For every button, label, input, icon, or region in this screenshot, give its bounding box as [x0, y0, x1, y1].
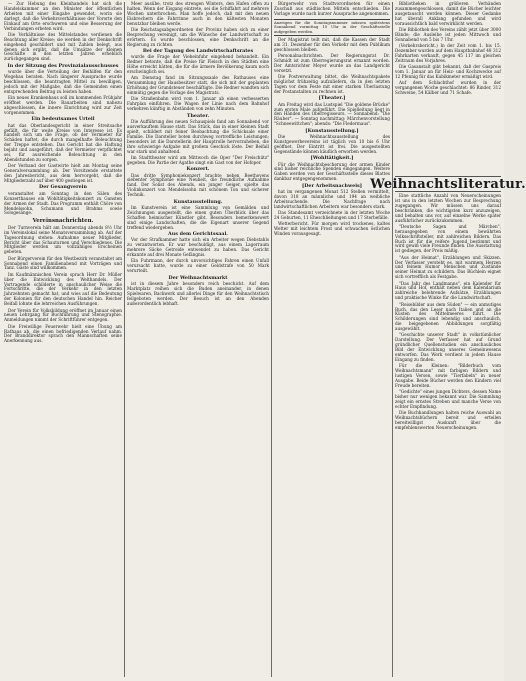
article-paragraph: Die Verhältnisse des Mittelstandes verdienen die Beachtung aller Kreise; sie werden in der Denkschrift eingehend geschildert und mit Zahlen belegt, aus denen sich ergibt, daß die Umsätze der kleinen Geschäfte in den letzten Jahren erheblich zurückgegangen sind. [4, 31, 122, 62]
article-paragraph: Im Kaufmännischen Verein sprach Herr Dr. Müller über die Entwicklung des Welthandels. Der Vortragende schilderte in anschaulicher Weise die Fortschritte, die der Verkehr in den letzten Jahrzehnten gemacht hat, und wies auf die Bedeutung der Kolonien für den deutschen Handel hin. Reicher Beifall lohnte die lehrreichen Ausführungen. [4, 271, 122, 307]
article-paragraph: Für die Kleinen: "Bilderbuch vom Weihnachtsmann" mit farbigen Bildern und lustigen Versen, sowie "Tierfabeln" in neuer Ausgabe. Beide Bücher werden den Kindern viel Freude bereiten. [395, 363, 501, 388]
article-paragraph: Die Freiwillige Feuerwehr hielt eine Übung am Rathaus ab, die einen befriedigenden Verlauf nahm. Der Branddirektor sprach den Mannschaften seine Anerkennung aus. [4, 323, 122, 344]
article-paragraph: "Gedichte" eines jungen Dichters, dessen Name bisher nur wenigen bekannt war. Die Sammlung zeigt ein ernstes Streben und manche Verse von echter Empfindung. [395, 389, 501, 409]
article-paragraph: Die Bibliothek des Vereins zählt jetzt über 3000 Bände; die Ausleihe ist jeden Mittwoch und Sonnabend von 5 bis 7 Uhr. [395, 26, 501, 42]
notice-box: Anzeigen für die Sonntagsnummer müssen spätestens Sonnabend vormittag 10 Uhr in der Geschäftsstelle aufgegeben werden. [274, 19, 390, 36]
section-heading [370, 176, 526, 192]
article-paragraph: Ein neues Krankenhaus soll im kommenden Frühjahr eröffnet werden. Die Bauarbeiten sind nahezu abgeschlossen, die innere Einrichtung wird zur Zeit vorgenommen. [4, 95, 122, 115]
column-rule [124, 2, 125, 677]
column-right-top [395, 2, 501, 174]
article-paragraph: Das dritte Symphoniekonzert brachte neben Beethovens siebenter Symphonie eine Neuheit, die freundliche Aufnahme fand. Der Solist des Abends, ein junger Geiger, spielte das Violinkonzert von Mendelssohn mit schönem Ton und sicherer Technik. [127, 172, 269, 198]
column-middle-right [274, 2, 390, 677]
article-paragraph: Der Turnverein hält am Donnerstag abends 8½ Uhr im Vereinslokal seine Monatsversammlung ab. Auf der Tagesordnung stehen: Aufnahme neuer Mitglieder, Bericht über das Schauturnen und Verschiedenes. Die Mitglieder werden um vollzähliges Erscheinen gebeten. [4, 224, 122, 255]
article-paragraph: Auf dem Schlachthof wurden in der vergangenen Woche geschlachtet: 86 Rinder, 312 Schweine, 54 Kälber und 71 Schafe. [395, 80, 501, 95]
article-paragraph: Die Gasanstalt gibt bekannt, daß der Gaspreis vom 1. Januar an für Heiz- und Kochzwecke auf 12 Pfennig für das Kubikmeter ermäßigt wird. [395, 64, 501, 79]
article-paragraph: Im Kunstverein ist eine Sammlung von Gemälden und Zeichnungen ausgestellt, die einen guten Überblick über das Schaffen heimischer Künstler gibt. Besonders bemerkenswert sind einige Landschaften, die die Eigenart unserer Gegend treffend wiedergeben. [127, 205, 269, 230]
article-heading: Theater. [186, 112, 210, 119]
article-heading: Der Gesangverein [39, 184, 87, 191]
article-paragraph: Vor der Strafkammer hatte sich ein Arbeiter wegen Diebstahls zu verantworten. Er war beschuldigt, aus einem Lagerraum mehrere Säcke Getreide entwendet zu haben. Das Gericht erkannte auf drei Monate Gefängnis. [127, 237, 269, 258]
article-paragraph: Bürgerwehr von Stadtvorordneten für einen Zuschuß aus städtischen Mitteln entschieden. Die Vorlage wurde nach kurzer Aussprache angenommen. [274, 1, 390, 16]
article-paragraph: Meer ausübe, trotz des strengen Winters, den Hafen offen zu halten. Wenn der Eisgang eintrete, sei die Schiffahrt auf mehrere Wochen unterbrochen. Man hoffe jedoch, daß mit den neuen Eisbrechern die Fahrrinne auch in den kältesten Monaten benutzbar bleiben werde. [127, 1, 269, 26]
article-heading: Konzert. [186, 166, 210, 173]
article-heading: In der Sitzung des Provinzialausschusses [7, 62, 119, 69]
article-paragraph: wurde über die Verteilung der Beihilfen für den Wegebau beraten. Nach längerer Aussprache wurde beschlossen, die beantragten Mittel zu bewilligen, jedoch mit der Maßgabe, daß die Gemeinden einen entsprechenden Beitrag zu leisten haben. [4, 69, 122, 94]
article-paragraph: — Zur Hebung des Kleinhandels hat sich die Handelskammer an den Minister der öffentlichen Arbeiten mit einer Eingabe gewendet, worin sie darlegt, daß die Verkehrsverhältnisse der Vororte den Einkauf am Orte erschweren und eine Besserung der Verbindungen erbeten wird. [4, 1, 122, 31]
column-right-bottom [395, 194, 501, 677]
article-paragraph: Personalnachrichten. Der Regierungsrat Dr. Schmidt ist zum Oberregierungsrat ernannt worden. Der Amtsrichter Meyer wurde an das Landgericht versetzt. [274, 53, 390, 73]
article-paragraph: (Verkehrsbericht.) In der Zeit vom 1. bis 15. Dezember wurden auf dem Hauptbahnhof 48 312 Fahrkarten verkauft, gegen 45 117 im gleichen Zeitraum des Vorjahres. [395, 43, 501, 63]
article-paragraph: "Geschichte unserer Stadt" in volkstümlicher Darstellung. Der Verfasser hat auf Grund gründlicher Quellenstudien ein anschauliches Bild der Entwicklung unseres Gemeinwesens entworfen. Das Werk verdient in jedem Hause Eingang zu finden. [395, 332, 501, 362]
article-paragraph: Die Weihnachtsausstellung des Kunstgewerbevereins ist täglich von 10 bis 6 Uhr geöffnet. Der Eintritt ist frei. Die ausgestellten Gegenstände können käuflich erworben werden. [274, 134, 390, 154]
article-paragraph: Im Stadttheater wird am Mittwoch die Oper "Der Freischütz" gegeben. Die Partie der Agathe singt ein Gast von der Hofoper. [127, 154, 269, 165]
article-paragraph: ist in diesem Jahre besonders reich beschickt. Auf dem Marktplatz reihen sich die Buden aneinander, in denen Spielwaren, Backwerk und allerlei Dinge für den Weihnachtstisch feilgeboten werden. Der Besuch ist an den Abenden außerordentlich lebhaft. [127, 281, 269, 306]
article-paragraph: wurde die Frage der Vieheinfuhr eingehend behandelt. Ein Redner betonte, daß die Preise für Fleisch in den Städten eine Höhe erreicht hätten, die für die ärmere Bevölkerung kaum noch erschwinglich sei. [127, 54, 269, 75]
article-paragraph: Die Postverwaltung bittet, die Weihnachtspakete möglichst frühzeitig aufzuliefern, da in den letzten Tagen vor dem Feste mit einer starken Überlastung der Postanstalten zu rechnen ist. [274, 74, 390, 94]
section-heading: Vereinsnachrichten. [32, 218, 94, 225]
section-title: Weihnachtsliteratur. [370, 176, 526, 192]
article-paragraph: veranstaltet am Sonntag in den Sälen des Konzerthauses ein Wohltätigkeitskonzert zu Gunsten der Armen der Stadt. Das Programm enthält Chöre von Mendelssohn, Schumann und Brahms sowie Sologesänge. [4, 190, 122, 216]
column-rule [271, 2, 272, 677]
article-paragraph: Am Freitag wird das Lustspiel "Die goldene Brücke" zum ersten Male aufgeführt. Die Spielleitung liegt in den Händen des Oberregisseurs. — Sonnabend: "Die Räuber". — Sonntag nachmittag: Märchenvorstellung "Schneewittchen"; abends: "Die Fledermaus". [274, 101, 390, 127]
article-heading: Aus dem Gerichtssaal. [168, 231, 228, 238]
article-paragraph: "Deutsche Sagen und Märchen", herausgegeben von einem bewährten Volksschriftsteller, mit zahlreichen Bildern. Das Buch ist für die reifere Jugend bestimmt und wird gewiß viele Freunde finden. Die Ausstattung ist gediegen, der Preis mäßig. [395, 223, 501, 254]
article-paragraph: Der Bürgerverein für den Westbezirk veranstaltet am Sonnabend einen Familienabend mit Vorträgen und Tanz. Gäste sind willkommen. [4, 255, 122, 271]
article-paragraph: Die Buchhandlungen halten reiche Auswahl an Weihnachtsbüchern bereit und erteilen bereitwilligst Auskunft über die empfehlenswerten Neuerscheinungen. [395, 410, 501, 430]
article-heading: Der Weihnachtsmarkt [168, 274, 228, 281]
column-rule [392, 2, 393, 677]
article-paragraph: Für die Weihnachtsbescherung der armen Kinder sind bisher reichliche Spenden eingegangen. Weitere Gaben werden von der Geschäftsstelle dieses Blattes dankbar entgegengenommen. [274, 161, 390, 182]
article-paragraph: Bibliotheken in größeren Verbänden zusammengeschlossen, damit die Bücher leichter ausgetauscht werden können. Dieser Gedanke hat überall Anklang gefunden und wird voraussichtlich bald verwirklicht werden. [395, 1, 501, 26]
article-paragraph: "Reisebilder aus dem Süden" — ein anmutiges Buch, das den Leser nach Italien und an die Küsten des Mittelmeeres führt. Die Schilderungen sind lebendig und anschaulich, die beigegebenen Abbildungen sorgfältig ausgewählt. [395, 301, 501, 332]
article-paragraph: hat das Oberlandesgericht in einer Streitsache gefällt, die für weite Kreise von Interesse ist. Es handelt sich um die Frage, ob der Vermieter für Schäden haftet, die durch mangelhafte Beleuchtung der Treppe entstehen. Das Gericht hat die Haftung bejaht und ausgeführt, daß der Vermieter verpflichtet sei, für ausreichende Beleuchtung in den Abendstunden zu sorgen. [4, 122, 122, 162]
article-heading: Ein bedeutsames Urteil [31, 116, 95, 123]
article-heading: Bei der Tagung des Landwirtschaftsrates [142, 48, 254, 55]
article-paragraph: "Das Jahr des Landmanns", ein Kalender für Haus und Hof, enthält neben dem Kalendarium zahlreiche belehrende Aufsätze, Erzählungen und praktische Winke für die Landwirtschaft. [395, 280, 501, 301]
article-heading: [Kunstausstellung.] [305, 127, 359, 134]
article-paragraph: Der Verband der Gastwirte hielt am Montag seine Generalversammlung ab. Der Vorsitzende erstattete den Jahresbericht, aus dem hervorgeht, daß die Mitgliederzahl auf über 400 gestiegen ist. [4, 163, 122, 183]
article-paragraph: Ein Fuhrmann, der durch unvorsichtiges Fahren einen Unfall verursacht hatte, wurde zu einer Geldstrafe von 50 Mark verurteilt. [127, 258, 269, 274]
article-paragraph: Wetterbericht. Für morgen wird trockenes, kaltes Wetter mit leichtem Frost und schwachen östlichen Winden vorausgesagt. [274, 221, 390, 237]
article-paragraph: "Aus der Heimat", Erzählungen und Skizzen. Der Verfasser versteht es, mit warmem Herzen und feinem Humor Menschen und Zustände seiner Heimat zu schildern. Das Büchlein eignet sich vortrefflich als Festgabe. [395, 254, 501, 280]
article-paragraph: Die Reichstagsabgeordneten der Provinz haben sich zu einer Besprechung vereinigt, um die Wünsche der Landwirtschaft zu erörtern. Es wurde beschlossen, eine Denkschrift an die Regierung zu richten. [127, 26, 269, 47]
article-paragraph: Die Aufführung des neuen Schauspiels fand am Sonnabend vor ausverkauftem Hause statt. Das Stück, das in einer kleinen Stadt spielt, schildert mit feiner Beobachtung die Schicksale einer Familie. Die Darsteller boten durchweg vortreffliche Leistungen; besonders ist die Darstellerin der Hauptrolle hervorzuheben, die ihre schwierige Aufgabe mit großem Geschick löste. Der Beifall war stark und anhaltend. [127, 119, 269, 154]
article-paragraph: Das Standesamt verzeichnete in der letzten Woche 24 Geburten, 11 Eheschließungen und 17 Sterbefälle. [274, 210, 390, 221]
article-heading: Kunstausstellung. [173, 198, 223, 205]
article-paragraph: Der Magistrat teilt mit, daß die Kassen der Stadt am 31. Dezember für den Verkehr mit dem Publikum geschlossen bleiben. [274, 36, 390, 52]
article-paragraph: Die Straßenbahn wird vom 1. Januar ab einen verbesserten Fahrplan einführen. Die Wagen der Linie nach dem Bahnhof verkehren künftig in Abständen von zehn Minuten. [127, 96, 269, 112]
article-paragraph: Eine stattliche Anzahl von Neuerscheinungen ist uns in den letzten Wochen zur Besprechung zugegangen. Wir müssen uns darauf beschränken, die wichtigsten kurz anzuzeigen, und behalten uns vor, auf einzelne Werke später ausführlicher zurückzukommen. [395, 193, 501, 223]
article-heading: [Wohltätigkeit.] [310, 155, 354, 162]
article-heading: [Theater.] [318, 95, 346, 102]
article-paragraph: Am Dienstag fand im Sitzungssaale des Rathauses eine Versammlung der Hausbesitzer statt, die sich mit der geplanten Erhöhung der Grundsteuer beschäftigte. Die Redner wandten sich einmütig gegen die Vorlage des Magistrats. [127, 75, 269, 96]
column-middle [127, 2, 269, 677]
column-left [4, 2, 122, 677]
article-paragraph: hat im vergangenen Monat 512 Stellen vermittelt, davon 318 an männliche und 194 an weibliche Arbeitsuchende. Die Nachfrage nach landwirtschaftlichen Arbeitern war besonders stark. [274, 189, 390, 209]
article-heading: [Der Arbeitsnachweis] [301, 182, 363, 189]
article-paragraph: Der Verein für Volksbildung eröffnet im Januar einen neuen Lehrgang für Buchführung und Stenographie. Anmeldungen nimmt der Schriftführer entgegen. [4, 307, 122, 323]
